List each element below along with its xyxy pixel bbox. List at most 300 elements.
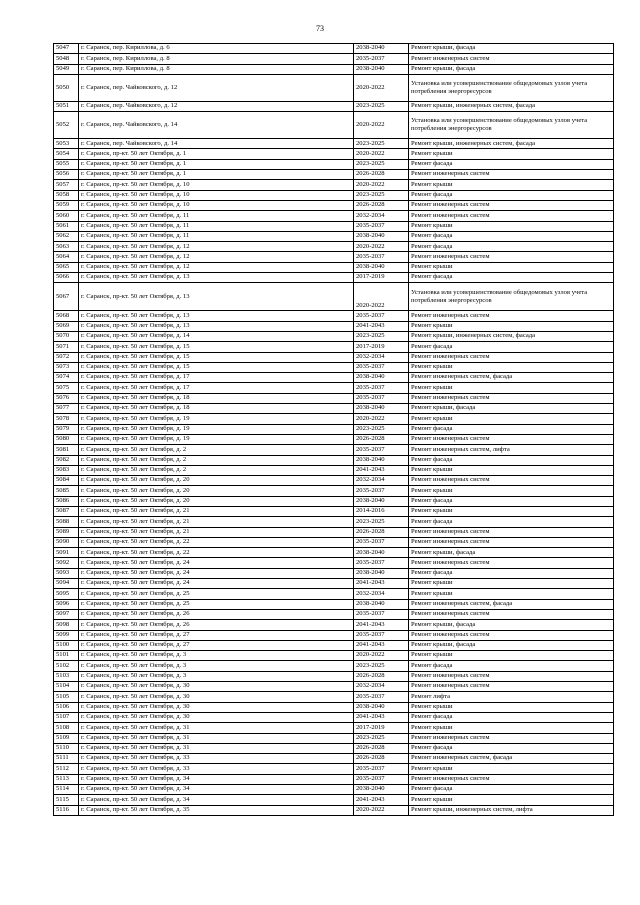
period-cell: 2041-2043: [354, 579, 409, 589]
table-row: [54, 139, 614, 149]
table-row: [54, 211, 614, 221]
period-cell: 2035-2037: [354, 311, 409, 321]
work-type-cell: Ремонт инженерных систем: [409, 352, 614, 362]
table-row: [54, 712, 614, 722]
row-number-cell: 5083: [54, 465, 79, 475]
address-cell: г. Саранск, пер. Кириллова, д. 8: [79, 64, 354, 74]
work-type-cell: Установка или усовершенствование общедомовых узлов учета потребления энергоресурсов: [409, 74, 614, 101]
period-cell: 2035-2037: [354, 486, 409, 496]
work-type-cell: Ремонт инженерных систем: [409, 609, 614, 619]
address-cell: г. Саранск, пер. Чайковского, д. 12: [79, 101, 354, 111]
address-cell: г. Саранск, пер. Чайковского, д. 12: [79, 74, 354, 101]
work-type-cell: Ремонт крыши: [409, 764, 614, 774]
work-type-cell: Ремонт крыши: [409, 221, 614, 231]
row-number-cell: 5090: [54, 537, 79, 547]
table-row: [54, 64, 614, 74]
table-row: [54, 74, 614, 101]
address-cell: г. Саранск, пр-кт. 50 лет Октября, д. 15: [79, 362, 354, 372]
work-type-cell: Ремонт инженерных систем: [409, 170, 614, 180]
address-cell: г. Саранск, пр-кт. 50 лет Октября, д. 19: [79, 414, 354, 424]
address-cell: г. Саранск, пр-кт. 50 лет Октября, д. 10: [79, 180, 354, 190]
work-type-cell: Ремонт фасада: [409, 231, 614, 241]
address-cell: г. Саранск, пр-кт. 50 лет Октября, д. 24: [79, 558, 354, 568]
period-cell: 2038-2040: [354, 599, 409, 609]
period-cell: 2041-2043: [354, 712, 409, 722]
row-number-cell: 5069: [54, 321, 79, 331]
address-cell: г. Саранск, пр-кт. 50 лет Октября, д. 30: [79, 702, 354, 712]
work-type-cell: Ремонт крыши: [409, 362, 614, 372]
address-cell: г. Саранск, пр-кт. 50 лет Октября, д. 27: [79, 640, 354, 650]
work-type-cell: Ремонт крыши, инженерных систем, фасада: [409, 101, 614, 111]
work-type-cell: Ремонт фасада: [409, 785, 614, 795]
work-type-cell: Ремонт крыши: [409, 723, 614, 733]
work-type-cell: Ремонт крыши, фасада: [409, 620, 614, 630]
work-type-cell: Ремонт фасада: [409, 517, 614, 527]
row-number-cell: 5081: [54, 445, 79, 455]
row-number-cell: 5088: [54, 517, 79, 527]
period-cell: 2038-2040: [354, 702, 409, 712]
table-row: [54, 743, 614, 753]
table-row: [54, 589, 614, 599]
period-cell: 2032-2034: [354, 352, 409, 362]
address-cell: г. Саранск, пр-кт. 50 лет Октября, д. 24: [79, 568, 354, 578]
period-cell: 2038-2040: [354, 64, 409, 74]
row-number-cell: 5058: [54, 190, 79, 200]
row-number-cell: 5049: [54, 64, 79, 74]
period-cell: 2023-2025: [354, 331, 409, 341]
period-cell: 2035-2037: [354, 774, 409, 784]
work-type-cell: Ремонт крыши: [409, 383, 614, 393]
period-cell: 2023-2025: [354, 139, 409, 149]
row-number-cell: 5101: [54, 651, 79, 661]
row-number-cell: 5093: [54, 568, 79, 578]
address-cell: г. Саранск, пр-кт. 50 лет Октября, д. 34: [79, 785, 354, 795]
row-number-cell: 5079: [54, 424, 79, 434]
address-cell: г. Саранск, пр-кт. 50 лет Октября, д. 12: [79, 242, 354, 252]
table-row: [54, 805, 614, 815]
address-cell: г. Саранск, пр-кт. 50 лет Октября, д. 34: [79, 774, 354, 784]
row-number-cell: 5109: [54, 733, 79, 743]
address-cell: г. Саранск, пр-кт. 50 лет Октября, д. 14: [79, 331, 354, 341]
table-row: [54, 465, 614, 475]
row-number-cell: 5061: [54, 221, 79, 231]
address-cell: г. Саранск, пр-кт. 50 лет Октября, д. 13: [79, 321, 354, 331]
address-cell: г. Саранск, пр-кт. 50 лет Октября, д. 21: [79, 506, 354, 516]
work-type-cell: Установка или усовершенствование общедомовых узлов учета потребления энергоресурсов: [409, 112, 614, 139]
table-row: [54, 321, 614, 331]
address-cell: г. Саранск, пр-кт. 50 лет Октября, д. 21: [79, 527, 354, 537]
table-row: [54, 548, 614, 558]
row-number-cell: 5099: [54, 630, 79, 640]
table-row: [54, 692, 614, 702]
work-type-cell: Ремонт фасада: [409, 273, 614, 283]
row-number-cell: 5094: [54, 579, 79, 589]
table-row: [54, 170, 614, 180]
row-number-cell: 5095: [54, 589, 79, 599]
address-cell: г. Саранск, пр-кт. 50 лет Октября, д. 2: [79, 465, 354, 475]
address-cell: г. Саранск, пр-кт. 50 лет Октября, д. 17: [79, 383, 354, 393]
row-number-cell: 5056: [54, 170, 79, 180]
table-row: [54, 342, 614, 352]
row-number-cell: 5060: [54, 211, 79, 221]
period-cell: 2038-2040: [354, 496, 409, 506]
address-cell: г. Саранск, пр-кт. 50 лет Октября, д. 11: [79, 231, 354, 241]
row-number-cell: 5050: [54, 74, 79, 101]
period-cell: 2035-2037: [354, 221, 409, 231]
address-cell: г. Саранск, пр-кт. 50 лет Октября, д. 1: [79, 149, 354, 159]
address-cell: г. Саранск, пр-кт. 50 лет Октября, д. 31: [79, 733, 354, 743]
address-cell: г. Саранск, пр-кт. 50 лет Октября, д. 30: [79, 682, 354, 692]
table-row: [54, 311, 614, 321]
address-cell: г. Саранск, пр-кт. 50 лет Октября, д. 22: [79, 537, 354, 547]
work-type-cell: Ремонт крыши: [409, 579, 614, 589]
address-cell: г. Саранск, пр-кт. 50 лет Октября, д. 15: [79, 342, 354, 352]
address-cell: г. Саранск, пр-кт. 50 лет Октября, д. 2: [79, 445, 354, 455]
table-row: [54, 262, 614, 272]
period-cell: 2035-2037: [354, 558, 409, 568]
work-type-cell: Ремонт фасада: [409, 568, 614, 578]
row-number-cell: 5092: [54, 558, 79, 568]
work-type-cell: Ремонт крыши, фасада: [409, 404, 614, 414]
table-row: [54, 568, 614, 578]
address-cell: г. Саранск, пр-кт. 50 лет Октября, д. 18: [79, 393, 354, 403]
period-cell: 2017-2019: [354, 273, 409, 283]
table-row: [54, 651, 614, 661]
table-row: [54, 44, 614, 54]
period-cell: 2020-2022: [354, 112, 409, 139]
work-type-cell: Ремонт инженерных систем: [409, 393, 614, 403]
work-type-cell: Ремонт фасада: [409, 342, 614, 352]
address-cell: г. Саранск, пр-кт. 50 лет Октября, д. 13: [79, 273, 354, 283]
table-row: [54, 754, 614, 764]
work-type-cell: Ремонт фасада: [409, 496, 614, 506]
period-cell: 2023-2025: [354, 517, 409, 527]
row-number-cell: 5055: [54, 159, 79, 169]
table-row: [54, 231, 614, 241]
work-type-cell: Ремонт инженерных систем, фасада: [409, 373, 614, 383]
period-cell: 2026-2028: [354, 170, 409, 180]
row-number-cell: 5070: [54, 331, 79, 341]
table-row: [54, 404, 614, 414]
period-cell: 2035-2037: [354, 630, 409, 640]
table-row: [54, 517, 614, 527]
table-row: [54, 785, 614, 795]
work-type-cell: Ремонт фасада: [409, 712, 614, 722]
period-cell: 2020-2022: [354, 283, 409, 311]
table-row: [54, 579, 614, 589]
table-row: [54, 527, 614, 537]
period-cell: 2023-2025: [354, 190, 409, 200]
period-cell: 2035-2037: [354, 383, 409, 393]
row-number-cell: 5091: [54, 548, 79, 558]
row-number-cell: 5071: [54, 342, 79, 352]
period-cell: 2041-2043: [354, 795, 409, 805]
table-row: [54, 424, 614, 434]
work-type-cell: Ремонт фасада: [409, 190, 614, 200]
work-type-cell: Ремонт инженерных систем: [409, 200, 614, 210]
work-type-cell: Ремонт инженерных систем: [409, 527, 614, 537]
work-type-cell: Ремонт крыши: [409, 795, 614, 805]
row-number-cell: 5068: [54, 311, 79, 321]
table-row: [54, 101, 614, 111]
period-cell: 2038-2040: [354, 262, 409, 272]
work-type-cell: Ремонт крыши: [409, 486, 614, 496]
address-cell: г. Саранск, пр-кт. 50 лет Октября, д. 3: [79, 671, 354, 681]
table-row: [54, 630, 614, 640]
work-type-cell: Ремонт фасада: [409, 242, 614, 252]
period-cell: 2035-2037: [354, 609, 409, 619]
row-number-cell: 5051: [54, 101, 79, 111]
work-type-cell: Ремонт крыши: [409, 465, 614, 475]
row-number-cell: 5072: [54, 352, 79, 362]
address-cell: г. Саранск, пр-кт. 50 лет Октября, д. 1: [79, 170, 354, 180]
table-row: [54, 506, 614, 516]
table-row: [54, 723, 614, 733]
table-row: [54, 393, 614, 403]
work-type-cell: Ремонт крыши: [409, 589, 614, 599]
table-row: [54, 486, 614, 496]
work-type-cell: Ремонт крыши: [409, 321, 614, 331]
period-cell: 2035-2037: [354, 692, 409, 702]
address-cell: г. Саранск, пр-кт. 50 лет Октября, д. 20: [79, 486, 354, 496]
work-type-cell: Ремонт крыши, фасада: [409, 640, 614, 650]
period-cell: 2032-2034: [354, 476, 409, 486]
table-row: [54, 620, 614, 630]
work-type-cell: Ремонт крыши: [409, 702, 614, 712]
period-cell: 2035-2037: [354, 537, 409, 547]
table-row: [54, 112, 614, 139]
address-cell: г. Саранск, пр-кт. 50 лет Октября, д. 26: [79, 620, 354, 630]
table-row: [54, 640, 614, 650]
address-cell: г. Саранск, пр-кт. 50 лет Октября, д. 15: [79, 352, 354, 362]
work-type-cell: Ремонт крыши: [409, 149, 614, 159]
period-cell: 2041-2043: [354, 465, 409, 475]
table-row: [54, 252, 614, 262]
table-row: [54, 671, 614, 681]
work-type-cell: Ремонт крыши, фасада: [409, 44, 614, 54]
address-cell: г. Саранск, пр-кт. 50 лет Октября, д. 3: [79, 661, 354, 671]
work-type-cell: Ремонт крыши: [409, 262, 614, 272]
address-cell: г. Саранск, пр-кт. 50 лет Октября, д. 13: [79, 311, 354, 321]
period-cell: 2038-2040: [354, 373, 409, 383]
address-cell: г. Саранск, пр-кт. 50 лет Октября, д. 13: [79, 283, 354, 311]
address-cell: г. Саранск, пр-кт. 50 лет Октября, д. 26: [79, 609, 354, 619]
address-cell: г. Саранск, пр-кт. 50 лет Октября, д. 12: [79, 262, 354, 272]
period-cell: 2035-2037: [354, 764, 409, 774]
address-cell: г. Саранск, пр-кт. 50 лет Октября, д. 1: [79, 159, 354, 169]
work-type-cell: Ремонт крыши: [409, 506, 614, 516]
work-type-cell: Ремонт инженерных систем: [409, 774, 614, 784]
period-cell: 2032-2034: [354, 589, 409, 599]
table-row: [54, 149, 614, 159]
period-cell: 2026-2028: [354, 754, 409, 764]
table-row: [54, 352, 614, 362]
work-type-cell: Ремонт инженерных систем: [409, 54, 614, 64]
work-type-cell: Ремонт инженерных систем: [409, 733, 614, 743]
repair-schedule-table: [53, 43, 614, 816]
work-type-cell: Ремонт инженерных систем: [409, 537, 614, 547]
row-number-cell: 5089: [54, 527, 79, 537]
row-number-cell: 5106: [54, 702, 79, 712]
work-type-cell: Ремонт крыши, фасада: [409, 548, 614, 558]
address-cell: г. Саранск, пер. Чайковского, д. 14: [79, 139, 354, 149]
work-type-cell: Ремонт инженерных систем: [409, 682, 614, 692]
address-cell: г. Саранск, пр-кт. 50 лет Октября, д. 20: [79, 496, 354, 506]
table-row: [54, 537, 614, 547]
row-number-cell: 5047: [54, 44, 79, 54]
period-cell: 2020-2022: [354, 242, 409, 252]
table-row: [54, 455, 614, 465]
period-cell: 2023-2025: [354, 733, 409, 743]
address-cell: г. Саранск, пр-кт. 50 лет Октября, д. 35: [79, 805, 354, 815]
address-cell: г. Саранск, пр-кт. 50 лет Октября, д. 19: [79, 434, 354, 444]
row-number-cell: 5104: [54, 682, 79, 692]
address-cell: г. Саранск, пр-кт. 50 лет Октября, д. 18: [79, 404, 354, 414]
work-type-cell: Ремонт фасада: [409, 743, 614, 753]
row-number-cell: 5082: [54, 455, 79, 465]
row-number-cell: 5086: [54, 496, 79, 506]
work-type-cell: Ремонт инженерных систем, лифта: [409, 445, 614, 455]
row-number-cell: 5066: [54, 273, 79, 283]
work-type-cell: Ремонт крыши, фасада: [409, 64, 614, 74]
work-type-cell: Ремонт фасада: [409, 661, 614, 671]
period-cell: 2032-2034: [354, 682, 409, 692]
table-row: [54, 362, 614, 372]
work-type-cell: Установка или усовершенствование общедомовых узлов учета потребления энергоресурсов: [409, 283, 614, 311]
work-type-cell: Ремонт инженерных систем, фасада: [409, 599, 614, 609]
row-number-cell: 5059: [54, 200, 79, 210]
table-row: [54, 609, 614, 619]
work-type-cell: Ремонт инженерных систем: [409, 252, 614, 262]
work-type-cell: Ремонт крыши, инженерных систем, лифта: [409, 805, 614, 815]
period-cell: 2014-2016: [354, 506, 409, 516]
work-type-cell: Ремонт крыши: [409, 180, 614, 190]
address-cell: г. Саранск, пр-кт. 50 лет Октября, д. 25: [79, 589, 354, 599]
work-type-cell: Ремонт крыши: [409, 651, 614, 661]
period-cell: 2026-2028: [354, 743, 409, 753]
row-number-cell: 5087: [54, 506, 79, 516]
address-cell: г. Саранск, пр-кт. 50 лет Октября, д. 11: [79, 221, 354, 231]
work-type-cell: Ремонт крыши: [409, 414, 614, 424]
table-row: [54, 54, 614, 64]
row-number-cell: 5085: [54, 486, 79, 496]
row-number-cell: 5052: [54, 112, 79, 139]
period-cell: 2035-2037: [354, 362, 409, 372]
page-number: 73: [316, 24, 324, 33]
address-cell: г. Саранск, пр-кт. 50 лет Октября, д. 20: [79, 476, 354, 486]
row-number-cell: 5100: [54, 640, 79, 650]
row-number-cell: 5065: [54, 262, 79, 272]
address-cell: г. Саранск, пр-кт. 50 лет Октября, д. 25: [79, 599, 354, 609]
table-row: [54, 331, 614, 341]
address-cell: г. Саранск, пер. Кириллова, д. 8: [79, 54, 354, 64]
table-row: [54, 434, 614, 444]
row-number-cell: 5096: [54, 599, 79, 609]
row-number-cell: 5067: [54, 283, 79, 311]
row-number-cell: 5097: [54, 609, 79, 619]
table-row: [54, 273, 614, 283]
work-type-cell: Ремонт фасада: [409, 455, 614, 465]
address-cell: г. Саранск, пр-кт. 50 лет Октября, д. 31: [79, 743, 354, 753]
row-number-cell: 5076: [54, 393, 79, 403]
row-number-cell: 5107: [54, 712, 79, 722]
period-cell: 2026-2028: [354, 200, 409, 210]
table-row: [54, 373, 614, 383]
table-row: [54, 702, 614, 712]
table-row: [54, 383, 614, 393]
row-number-cell: 5115: [54, 795, 79, 805]
row-number-cell: 5077: [54, 404, 79, 414]
period-cell: 2038-2040: [354, 404, 409, 414]
period-cell: 2038-2040: [354, 231, 409, 241]
period-cell: 2038-2040: [354, 548, 409, 558]
period-cell: 2032-2034: [354, 211, 409, 221]
table-row: [54, 558, 614, 568]
period-cell: 2020-2022: [354, 651, 409, 661]
period-cell: 2020-2022: [354, 805, 409, 815]
period-cell: 2026-2028: [354, 527, 409, 537]
row-number-cell: 5116: [54, 805, 79, 815]
row-number-cell: 5102: [54, 661, 79, 671]
period-cell: 2020-2022: [354, 180, 409, 190]
work-type-cell: Ремонт инженерных систем: [409, 558, 614, 568]
address-cell: г. Саранск, пр-кт. 50 лет Октября, д. 30: [79, 692, 354, 702]
row-number-cell: 5113: [54, 774, 79, 784]
period-cell: 2017-2019: [354, 342, 409, 352]
work-type-cell: Ремонт крыши, инженерных систем, фасада: [409, 331, 614, 341]
table-body: [54, 44, 614, 816]
work-type-cell: Ремонт фасада: [409, 424, 614, 434]
period-cell: 2038-2040: [354, 568, 409, 578]
work-type-cell: Ремонт инженерных систем: [409, 476, 614, 486]
row-number-cell: 5110: [54, 743, 79, 753]
work-type-cell: Ремонт крыши, инженерных систем, фасада: [409, 139, 614, 149]
period-cell: 2035-2037: [354, 54, 409, 64]
row-number-cell: 5053: [54, 139, 79, 149]
address-cell: г. Саранск, пер. Кириллова, д. 6: [79, 44, 354, 54]
address-cell: г. Саранск, пр-кт. 50 лет Октября, д. 33: [79, 764, 354, 774]
work-type-cell: Ремонт фасада: [409, 159, 614, 169]
period-cell: 2041-2043: [354, 640, 409, 650]
address-cell: г. Саранск, пр-кт. 50 лет Октября, д. 34: [79, 795, 354, 805]
work-type-cell: Ремонт инженерных систем: [409, 671, 614, 681]
work-type-cell: Ремонт инженерных систем: [409, 434, 614, 444]
row-number-cell: 5057: [54, 180, 79, 190]
period-cell: 2020-2022: [354, 74, 409, 101]
work-type-cell: Ремонт инженерных систем, фасада: [409, 754, 614, 764]
table-row: [54, 599, 614, 609]
table-row: [54, 190, 614, 200]
period-cell: 2023-2025: [354, 159, 409, 169]
address-cell: г. Саранск, пр-кт. 50 лет Октября, д. 31: [79, 723, 354, 733]
row-number-cell: 5073: [54, 362, 79, 372]
table-row: [54, 414, 614, 424]
period-cell: 2035-2037: [354, 252, 409, 262]
table-row: [54, 661, 614, 671]
period-cell: 2035-2037: [354, 393, 409, 403]
period-cell: 2023-2025: [354, 424, 409, 434]
period-cell: 2038-2040: [354, 455, 409, 465]
row-number-cell: 5103: [54, 671, 79, 681]
row-number-cell: 5098: [54, 620, 79, 630]
table-row: [54, 496, 614, 506]
address-cell: г. Саранск, пр-кт. 50 лет Октября, д. 10: [79, 200, 354, 210]
row-number-cell: 5084: [54, 476, 79, 486]
period-cell: 2041-2043: [354, 620, 409, 630]
address-cell: г. Саранск, пр-кт. 50 лет Октября, д. 10: [79, 190, 354, 200]
row-number-cell: 5048: [54, 54, 79, 64]
table-row: [54, 774, 614, 784]
